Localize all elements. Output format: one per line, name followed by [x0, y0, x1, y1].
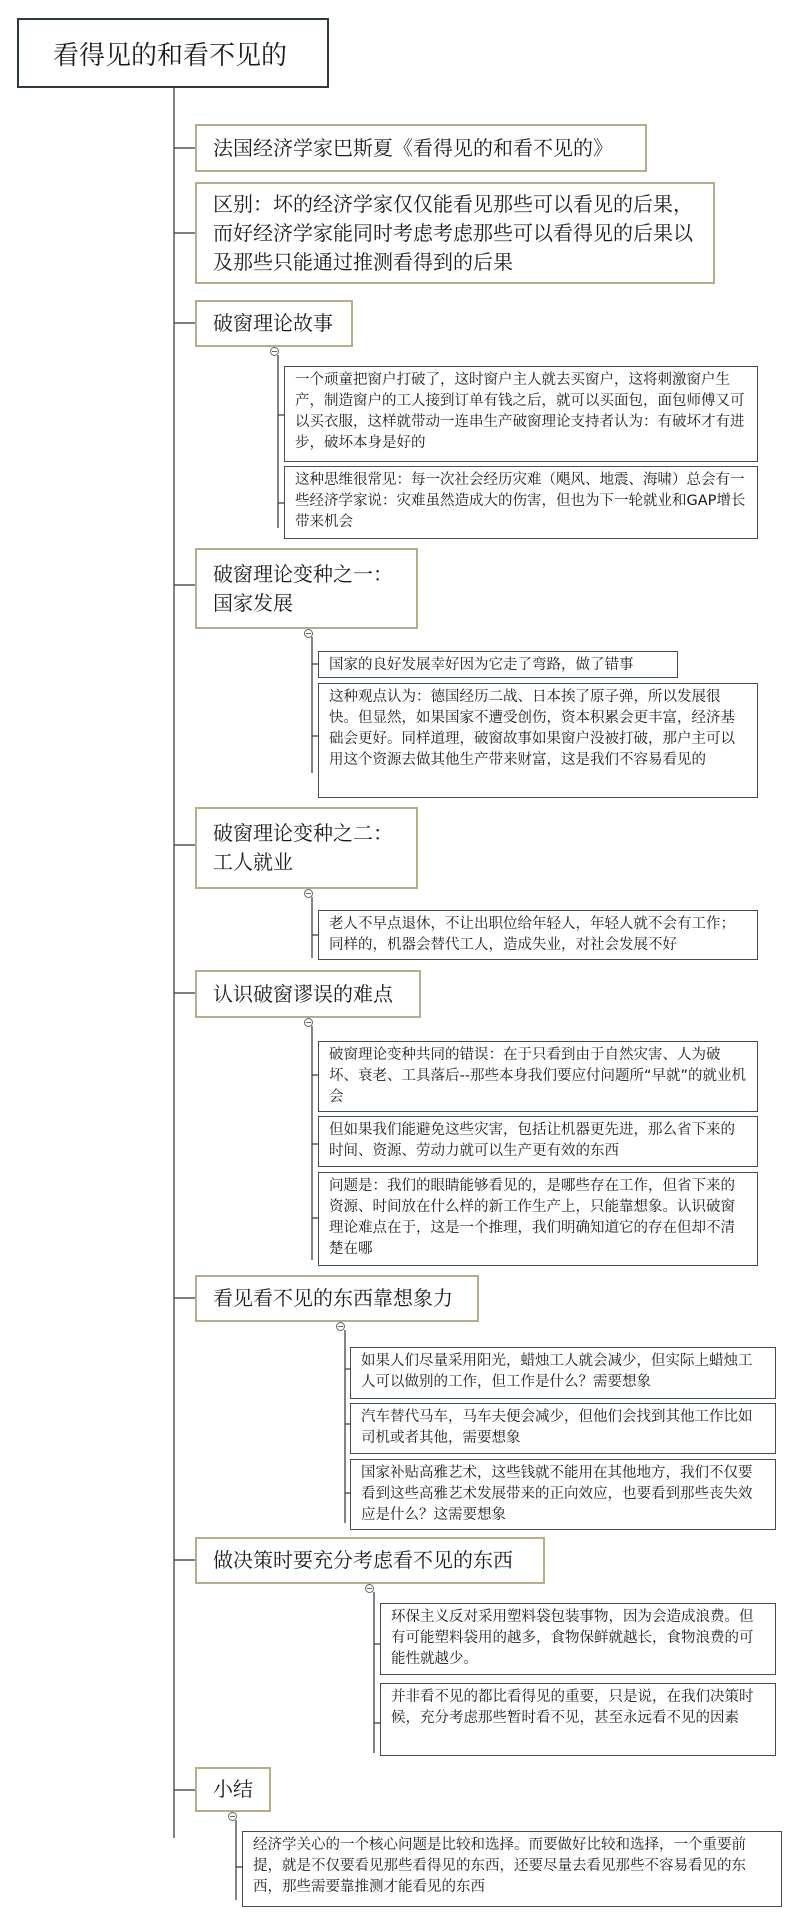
collapse-toggle-fallacy-difficulty[interactable] — [304, 1018, 313, 1027]
collapse-toggle-worker-employment[interactable] — [304, 889, 313, 898]
detail-national-development-2[interactable]: 这种观点认为：德国经历二战、日本挨了原子弹，所以发展很快。但显然，如果国家不遭受创伤，资本积累会更丰富，经济基础会更好。同样道理，破窗故事如果窗户没被打破，那户主可以用这个资源去做其他生产带来财富，这是我们不容易看见的 — [318, 683, 758, 798]
detail-decision-making-1[interactable]: 环保主义反对采用塑料袋包装事物，因为会造成浪费。但有可能塑料袋用的越多，食物保鲜就越长，食物浪费的可能性就越少。 — [380, 1603, 776, 1675]
detail-decision-making-2[interactable]: 并非看不见的都比看得见的重要，只是说，在我们决策时候，充分考虑那些暂时看不见，甚至永远看不见的因素 — [380, 1683, 776, 1756]
detail-imagination-1[interactable]: 如果人们尽量采用阳光，蜡烛工人就会减少，但实际上蜡烛工人可以做别的工作，但工作是什么？需要想象 — [350, 1347, 776, 1399]
topic-distinction[interactable]: 区别：坏的经济学家仅仅能看见那些可以看见的后果，而好经济学家能同时考虑考虑那些可以看得见的后果以及那些只能通过推测看得到的后果 — [195, 182, 715, 284]
collapse-toggle-national-development[interactable] — [304, 629, 313, 638]
collapse-toggle-imagination[interactable] — [336, 1322, 345, 1331]
collapse-toggle-decision-making[interactable] — [365, 1584, 374, 1593]
collapse-toggle-broken-window-story[interactable] — [270, 347, 279, 356]
detail-broken-window-story-1[interactable]: 一个顽童把窗户打破了，这时窗户主人就去买窗户，这将刺激窗户生产，制造窗户的工人接到订单有钱之后，就可以买面包，面包师傅又可以买衣服，这样就带动一连串生产破窗理论支持者认为：有破坏才有进步，破坏本身是好的 — [284, 366, 758, 462]
topic-broken-window-story[interactable]: 破窗理论故事 — [195, 300, 353, 347]
detail-fallacy-difficulty-3[interactable]: 问题是：我们的眼睛能够看见的，是哪些存在工作，但省下来的资源、时间放在什么样的新工作生产上，只能靠想象。认识破窗理论难点在于，这是一个推理，我们明确知道它的存在但却不清楚在哪 — [318, 1172, 758, 1266]
detail-imagination-3[interactable]: 国家补贴高雅艺术，这些钱就不能用在其他地方，我们不仅要看到这些高雅艺术发展带来的正向效应，也要看到那些丧失效应是什么？这需要想象 — [350, 1459, 776, 1530]
topic-imagination[interactable]: 看见看不见的东西靠想象力 — [195, 1275, 479, 1322]
collapse-toggle-summary[interactable] — [228, 1812, 237, 1821]
detail-worker-employment-1[interactable]: 老人不早点退休，不让出职位给年轻人，年轻人就不会有工作；同样的，机器会替代工人，造成失业，对社会发展不好 — [318, 910, 758, 960]
topic-fallacy-difficulty[interactable]: 认识破窗谬误的难点 — [195, 970, 421, 1018]
detail-fallacy-difficulty-1[interactable]: 破窗理论变种共同的错误：在于只看到由于自然灾害、人为破坏、衰老、工具落后--那些本身我们要应付问题所“早就”的就业机会 — [318, 1041, 758, 1112]
topic-variant-worker-employment[interactable]: 破窗理论变种之二：工人就业 — [195, 807, 418, 889]
topic-variant-national-development[interactable]: 破窗理论变种之一：国家发展 — [195, 548, 418, 629]
detail-national-development-1[interactable]: 国家的良好发展幸好因为它走了弯路，做了错事 — [318, 651, 678, 678]
topic-bastiat-book[interactable]: 法国经济学家巴斯夏《看得见的和看不见的》 — [195, 124, 647, 172]
topic-summary[interactable]: 小结 — [195, 1767, 271, 1812]
root-topic[interactable]: 看得见的和看不见的 — [17, 18, 329, 88]
detail-broken-window-story-2[interactable]: 这种思维很常见：每一次社会经历灾难（飓风、地震、海啸）总会有一些经济学家说：灾难虽然造成大的伤害，但也为下一轮就业和GAP增长带来机会 — [284, 466, 758, 539]
topic-decision-making[interactable]: 做决策时要充分考虑看不见的东西 — [195, 1537, 545, 1584]
detail-fallacy-difficulty-2[interactable]: 但如果我们能避免这些灾害，包括让机器更先进，那么省下来的时间、资源、劳动力就可以生产更有效的东西 — [318, 1116, 758, 1167]
detail-summary-1[interactable]: 经济学关心的一个核心问题是比较和选择。而要做好比较和选择，一个重要前提，就是不仅要看见那些看得见的东西，还要尽量去看见那些不容易看见的东西，那些需要靠推测才能看见的东西 — [242, 1831, 782, 1907]
detail-imagination-2[interactable]: 汽车替代马车，马车夫便会减少，但他们会找到其他工作比如司机或者其他，需要想象 — [350, 1403, 776, 1454]
